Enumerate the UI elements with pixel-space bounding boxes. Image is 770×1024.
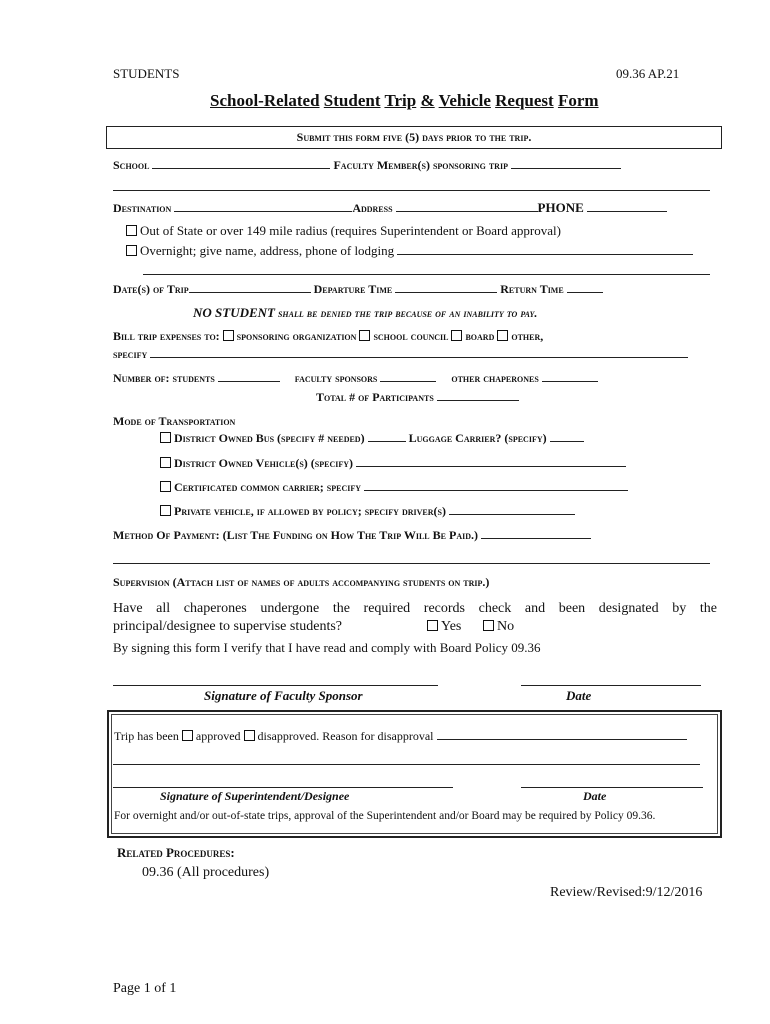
page-number: Page 1 of 1 [113,981,177,996]
chaperones-count-label: other chaperones [451,371,539,385]
sponsor-date-line[interactable] [521,685,701,686]
phone-field[interactable] [587,200,667,212]
transport-vehicles-row [160,455,626,471]
destination-row [113,200,667,216]
common-field[interactable] [364,479,628,491]
verify-statement: By signing this form I verify that I have read and comply with Board Policy 09.36 [113,640,541,655]
superintendent-signature-line[interactable] [113,787,453,788]
chaperone-question-cont: principal/designee to supervise students? [113,619,342,634]
yes-option[interactable]: Yes [427,619,461,635]
transport-common-row [160,479,628,495]
reason-continuation-line[interactable] [113,764,700,765]
payment-continuation-line[interactable] [113,563,710,564]
checkbox-icon[interactable] [223,330,234,341]
transport-bus-row [160,430,584,446]
dates-field[interactable] [189,281,311,293]
submit-notice-box [106,126,722,149]
checkbox-icon[interactable] [182,730,193,741]
no-student-notice: NO STUDENT shall be denied the trip because of an inability to pay. [193,305,538,320]
faculty-count-label: faculty sponsors [294,371,378,385]
total-field[interactable] [437,389,519,401]
overnight-option[interactable]: Overnight; give name, address, phone of lodging [126,243,693,259]
school-row [113,157,621,173]
approved-option: approved [195,729,241,743]
lodging-field[interactable] [397,243,693,255]
specify-label: specify [113,347,148,361]
faculty-count-field[interactable] [380,370,436,382]
transport-private-row [160,503,575,519]
departure-field[interactable] [395,281,497,293]
faculty-sponsor-field[interactable] [511,157,621,169]
bill-specify-row [113,346,688,362]
superintendent-date-label: Date [583,789,607,803]
revision-date: Review/Revised:9/12/2016 [550,885,703,900]
superintendent-date-line[interactable] [521,787,703,788]
total-row [316,389,519,405]
chaperones-count-field[interactable] [542,370,598,382]
luggage-field[interactable] [550,430,584,442]
destination-label: Destination [113,201,172,215]
checkbox-icon[interactable] [126,245,137,256]
payment-row [113,527,591,543]
checkbox-icon[interactable] [244,730,255,741]
return-field[interactable] [567,281,603,293]
checkbox-icon[interactable] [451,330,462,341]
luggage-label: Luggage Carrier? (specify) [408,431,547,445]
no-option[interactable]: No [483,619,514,635]
related-procedures-heading: Related Procedures: [117,845,235,860]
superintendent-signature-label: Signature of Superintendent/Designee [160,789,350,803]
checkbox-icon[interactable] [497,330,508,341]
return-label: Return Time [500,282,564,296]
private-field[interactable] [449,503,575,515]
dates-row [113,281,603,297]
address-label: Address [352,201,393,215]
bill-row [113,329,543,344]
related-procedures-item: 09.36 (All procedures) [142,865,270,880]
bill-specify-field[interactable] [150,346,688,358]
bus-field[interactable] [368,430,406,442]
page-title: School-Related Student Trip & Vehicle Request Form [210,91,599,110]
bus-label: District Owned Bus (specify # needed) [174,431,365,445]
payment-field[interactable] [481,527,591,539]
sponsor-date-label: Date [566,688,592,703]
disapproval-reason-field[interactable] [437,728,687,740]
students-count-field[interactable] [218,370,280,382]
chaperone-question: Have all chaperones undergone the required records check and been designated by the [113,601,717,616]
bill-option-sponsoring: sponsoring organization [236,329,357,343]
payment-label: Method Of Payment: (List The Funding on How The Trip Will Be Paid.) [113,528,478,542]
school-label: School [113,158,150,172]
supervision-heading: Supervision (Attach list of names of adults accompanying students on trip.) [113,575,490,589]
dates-label: Date(s) of Trip [113,282,189,296]
checkbox-icon[interactable] [160,505,171,516]
bill-option-school-council: school council [373,329,449,343]
checkbox-icon[interactable] [427,620,438,631]
school-continuation-line[interactable] [113,190,710,191]
submit-notice: Submit this form five (5) days prior to the trip. [296,130,532,144]
document-code: 09.36 AP.21 [616,66,680,81]
transport-heading: Mode of Transportation [113,414,236,428]
bill-label: Bill trip expenses to: [113,329,220,343]
phone-label: PHONE [537,200,584,215]
approval-policy-note: For overnight and/or out-of-state trips, approval of the Superintendent and/or Board may be required by Policy 09.36. [114,810,656,822]
disapproved-option: disapproved. Reason for disapproval [257,729,434,743]
sponsor-signature-label: Signature of Faculty Sponsor [204,688,363,703]
destination-field[interactable] [174,200,352,212]
faculty-sponsor-label: Faculty Member(s) sponsoring trip [333,158,508,172]
address-field[interactable] [396,200,538,212]
numbers-row [113,370,598,386]
checkbox-icon[interactable] [359,330,370,341]
common-label: Certificated common carrier; specify [174,480,362,494]
bill-option-board: board [465,329,495,343]
lodging-continuation-line[interactable] [143,274,710,275]
trip-status-label: Trip has been [114,729,179,743]
approval-row [114,728,687,744]
sponsor-signature-line[interactable] [113,685,438,686]
bill-option-other: other, [511,329,544,343]
departure-label: Departure Time [313,282,393,296]
checkbox-icon[interactable] [160,432,171,443]
checkbox-icon[interactable] [160,481,171,492]
vehicles-field[interactable] [356,455,626,467]
total-label: Total # of Participants [316,390,434,404]
section-label: STUDENTS [113,66,180,81]
out-of-state-option[interactable]: Out of State or over 149 mile radius (requires Superintendent or Board approval) [126,223,561,239]
students-count-label: Number of: students [113,371,215,385]
checkbox-icon[interactable] [160,457,171,468]
vehicles-label: District Owned Vehicle(s) (specify) [174,456,354,470]
checkbox-icon[interactable] [126,225,137,236]
private-label: Private vehicle, if allowed by policy; specify driver(s) [174,504,446,518]
checkbox-icon[interactable] [483,620,494,631]
school-field[interactable] [152,157,330,169]
